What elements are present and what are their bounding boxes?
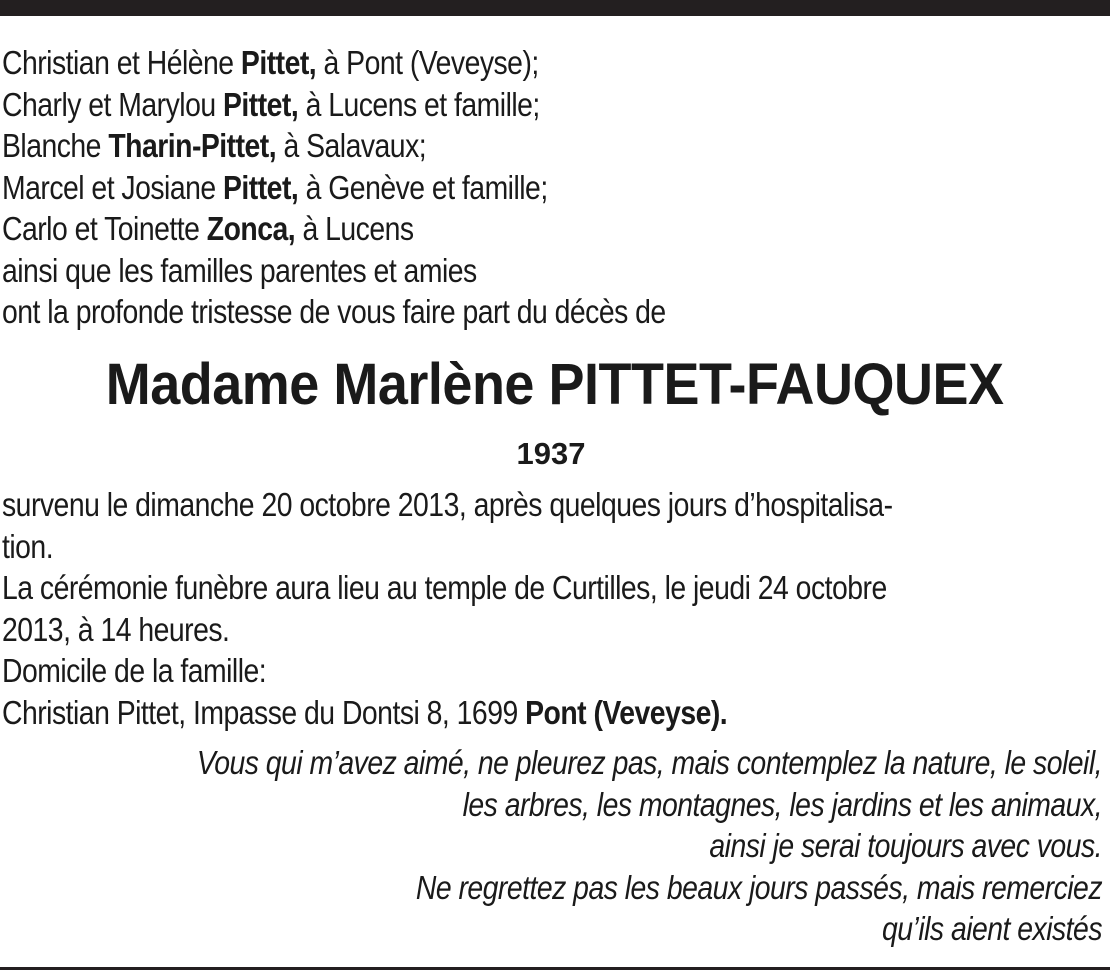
death-notice-line: survenu le dimanche 20 octobre 2013, après quelques jours d’hospitalisa- xyxy=(2,486,893,523)
poem-line: ainsi je serai toujours avec vous. xyxy=(709,827,1102,864)
ceremony-line: La cérémonie funèbre aura lieu au temple de Curtilles, le jeudi 24 octobre xyxy=(2,569,887,606)
intro-line: ont la profonde tristesse de vous faire part du décès de xyxy=(2,293,666,330)
family-line: Marcel et Josiane Pittet, à Genève et famille; xyxy=(2,168,548,206)
bottom-border-rule xyxy=(0,967,1110,970)
announcement-body xyxy=(2,484,1102,733)
top-border-rule xyxy=(0,0,1110,16)
death-notice-line: tion. xyxy=(2,527,54,565)
poem xyxy=(0,742,1102,950)
family-surname: Pittet, xyxy=(223,168,299,206)
family-line: Charly et Marylou Pittet, à Lucens et famille; xyxy=(2,85,540,123)
deceased-name: Madame Marlène PITTET-FAUQUEX xyxy=(106,352,1004,417)
intro-line: ainsi que les familles parentes et amies xyxy=(2,251,477,289)
family-surname: Pittet, xyxy=(222,85,299,123)
birth-year: 1937 xyxy=(516,436,586,471)
family-list xyxy=(2,42,1102,333)
poem-line: qu’ils aient existés xyxy=(882,910,1102,947)
poem-line: les arbres, les montagnes, les jardins et les animaux, xyxy=(462,785,1103,823)
family-surname: Zonca, xyxy=(206,210,296,247)
address-locality: Pont (Veveyse). xyxy=(525,693,728,731)
family-surname: Pittet, xyxy=(240,44,317,81)
family-line: Blanche Tharin-Pittet, à Salavaux; xyxy=(2,127,427,164)
poem-line: Ne regrettez pas les beaux jours passés, mais remerciez xyxy=(415,868,1102,906)
family-line: Christian et Hélène Pittet, à Pont (Veveyse); xyxy=(2,44,539,81)
family-line: Carlo et Toinette Zonca, à Lucens xyxy=(2,210,414,247)
domicile-label: Domicile de la famille: xyxy=(2,652,267,689)
ceremony-line: 2013, à 14 heures. xyxy=(2,610,230,648)
family-surname: Tharin-Pittet, xyxy=(108,127,277,164)
family-address: Christian Pittet, Impasse du Dontsi 8, 1699 Pont (Veveyse). xyxy=(2,693,728,731)
poem-line: Vous qui m’avez aimé, ne pleurez pas, mais contemplez la nature, le soleil, xyxy=(196,744,1102,781)
